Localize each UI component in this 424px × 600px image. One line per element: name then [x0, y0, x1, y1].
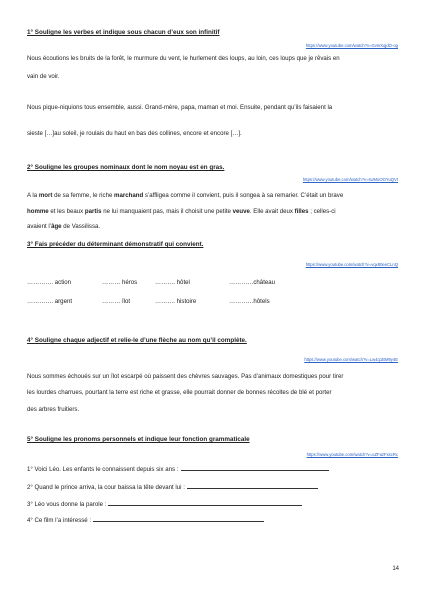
answer-line[interactable] — [108, 500, 302, 506]
page-number: 14 — [392, 566, 399, 572]
bold-noun: homme — [27, 208, 49, 215]
item-text: 1° Voici Léo. Les enfants le connaissent depuis six ans : — [27, 466, 179, 473]
ex4-title: 4° Souligne chaque adjectif et relie-le d’une flèche au nom qu’il complète. — [27, 337, 247, 344]
ex1-line-3: Nous pique-niquions tous ensemble, aussi. Grand-mère, papa, maman et moi. Ensuite, pendant qu’ils faisaient la — [27, 104, 333, 111]
ex5-item-4 — [27, 516, 264, 524]
ex1-line-1: Nous écoutions les bruits de la forêt, le murmure du vent, le hurlement des loups, au loin, ces loups que je rêvais en — [27, 55, 340, 62]
ex5-item-2 — [27, 483, 318, 491]
ex2-title: 2° Souligne les groupes nominaux dont le nom noyau est en gras. — [27, 164, 225, 171]
ex1-line-2: vain de voir. — [27, 73, 60, 80]
item-text: 3° Léo vous donne la parole : — [27, 501, 107, 508]
ex5-title: 5° Souligne les pronoms personnels et indique leur fonction grammaticale — [27, 436, 250, 443]
ex3-r2-c2: ……… îlot — [102, 298, 131, 305]
ex1-link[interactable]: https://www.youtube.com/watch?v=GvmXqjdO-og — [305, 43, 398, 48]
text: . Elle avait deux — [249, 208, 295, 215]
ex5-link[interactable]: https://www.youtube.com/watch?v=oZFazFxscRc — [306, 452, 398, 457]
ex3-r1-c1: …………. action — [27, 279, 72, 286]
bold-noun: marchand — [114, 192, 144, 199]
ex2-line-3 — [27, 223, 100, 230]
ex4-link[interactable]: https://www.youtube.com/watch?v=Lw4q1BM9y4E — [304, 357, 398, 362]
ex3-r2-c4: …………hôtels — [229, 298, 270, 305]
answer-line[interactable] — [181, 465, 329, 471]
ex3-r2-c1: …………. argent — [27, 298, 73, 305]
text: et les beaux — [48, 208, 85, 215]
item-text: 2° Quand le prince arriva, la cour baissa la tête devant lui : — [27, 484, 185, 491]
ex5-item-1 — [27, 465, 329, 473]
bold-noun: âge — [51, 223, 62, 230]
text: s’affligea comme il convient, puis il songea à sa remarier. C’était un brave — [143, 192, 344, 199]
text: de Vassilissa. — [61, 223, 101, 230]
text: ne lui manquaient pas, mais il choisit une petite — [101, 208, 233, 215]
text: de sa femme, le riche — [52, 192, 115, 199]
bold-noun: veuve — [232, 208, 250, 215]
ex3-r1-c3: ………. hôtel — [155, 279, 190, 286]
ex2-link[interactable]: https://www.youtube.com/watch?v=sUMoOOYuQVI — [302, 177, 398, 182]
ex4-line-2: les lourdes charrues, pourtant la terre est riche et grasse, elle pourrait donner de bonnes récoltes de blé et porter — [27, 389, 332, 396]
answer-line[interactable] — [187, 483, 318, 489]
ex4-line-1: Nous sommes échoués sur un îlot escarpé où paissent des chèvres sauvages. Pas d’animaux domestiques pour tirer — [27, 373, 344, 380]
ex2-line-1 — [27, 192, 343, 199]
ex3-title: 3° Fais précéder du déterminant démonstratif qui convient. — [27, 241, 204, 248]
answer-line[interactable] — [93, 516, 264, 522]
bold-noun: partis — [84, 208, 102, 215]
bold-noun: mort — [38, 192, 53, 199]
bold-noun: filles — [294, 208, 309, 215]
ex5-item-3 — [27, 500, 302, 508]
text: A la — [27, 192, 39, 199]
ex3-r2-c3: ………. histoire — [155, 298, 197, 305]
ex3-link[interactable]: https://www.youtube.com/watch?v=vqx80eeCLnQ — [305, 262, 398, 267]
ex3-r1-c4: …………château — [229, 279, 276, 286]
ex1-title: 1° Souligne les verbes et indique sous chacun d’eux son infinitif — [27, 29, 220, 36]
item-text: 4° Ce film l’a intéressé : — [27, 517, 92, 524]
ex4-line-3: des arbres fruitiers. — [27, 406, 80, 413]
ex2-line-2 — [27, 208, 336, 215]
text: avaient l’ — [27, 223, 52, 230]
ex3-r1-c2: ……… héros — [102, 279, 138, 286]
text: ; celles-ci — [308, 208, 336, 215]
ex1-line-4: sieste […]au soleil, je roulais du haut en bas des collines, encore et encore […]. — [27, 130, 242, 137]
